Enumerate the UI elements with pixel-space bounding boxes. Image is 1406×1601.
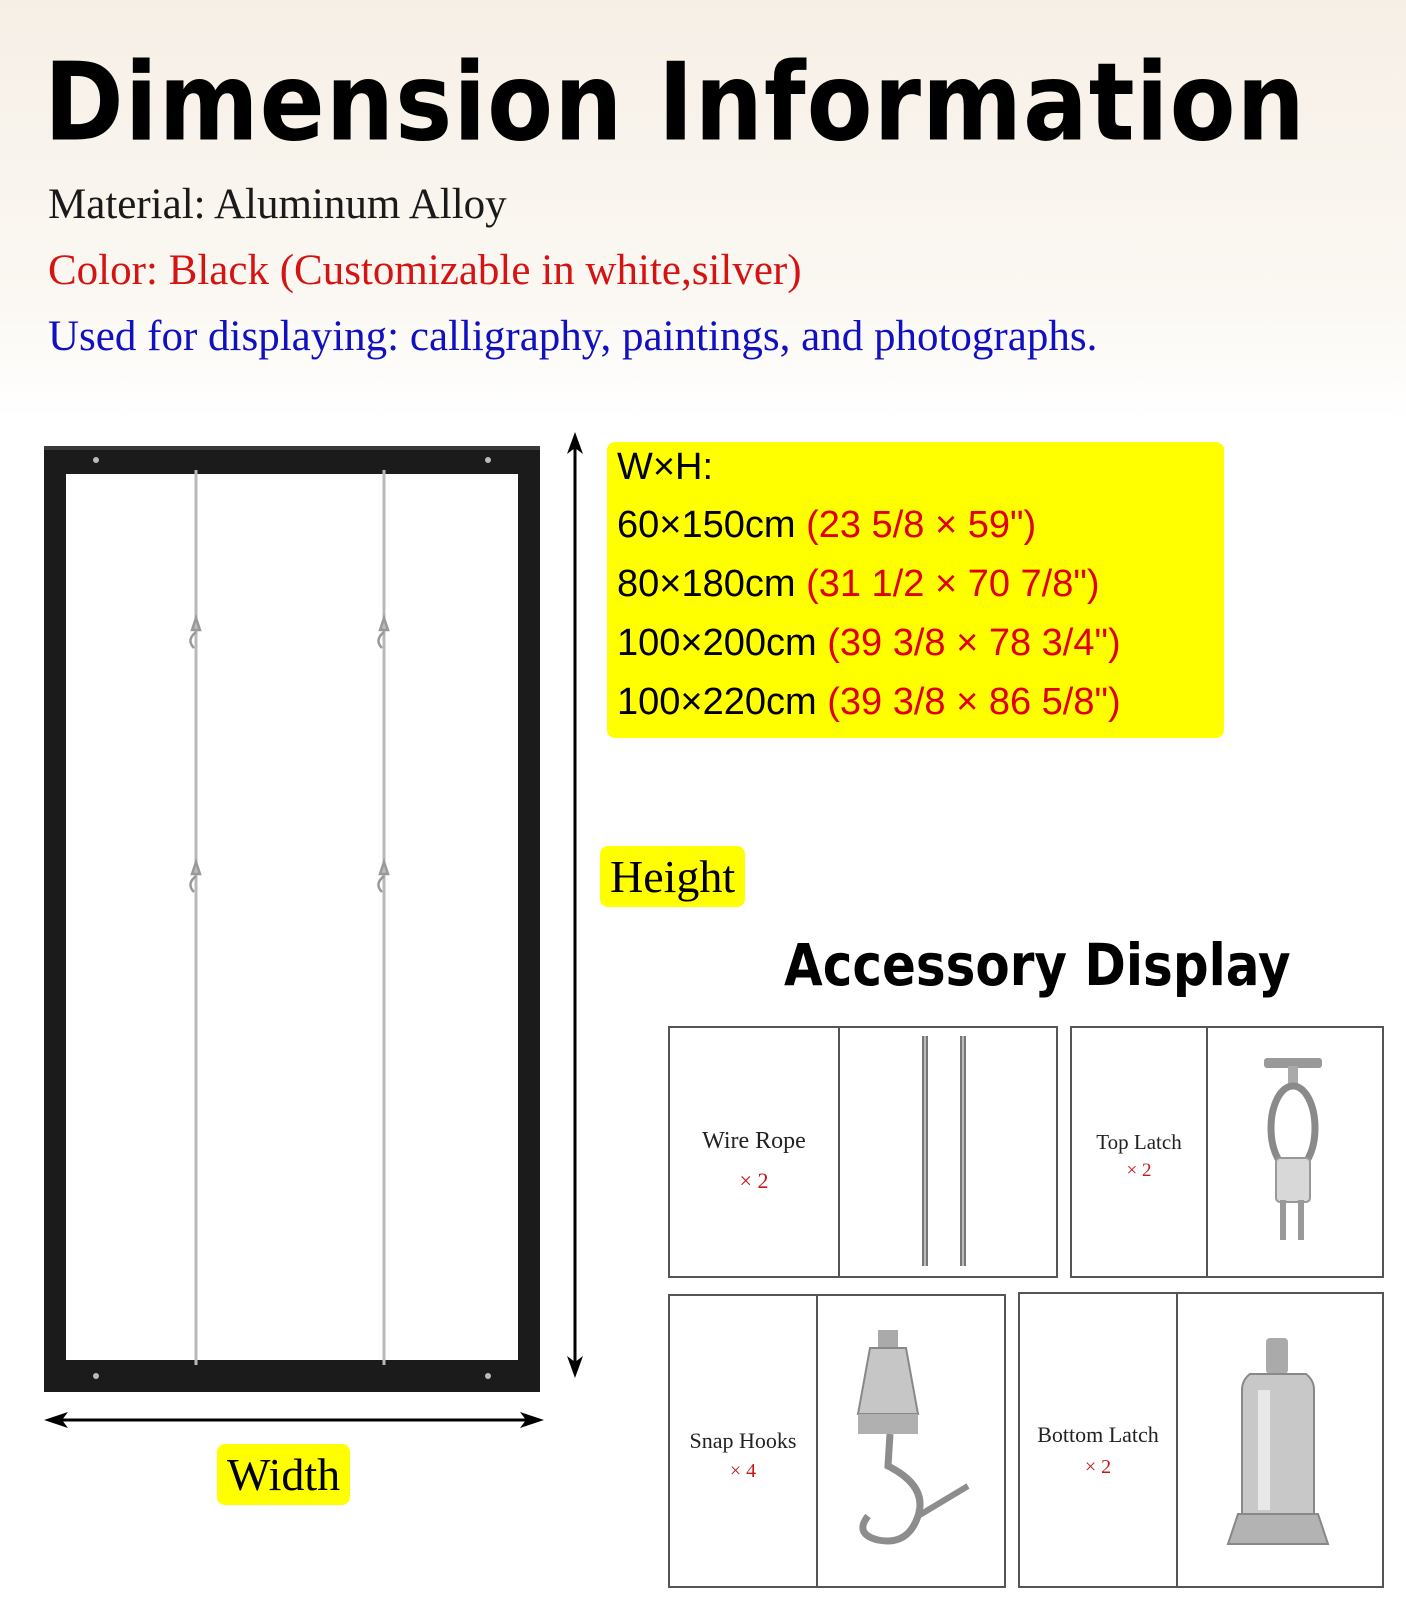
material-text: Material: Aluminum Alloy	[48, 181, 507, 228]
size-metric: 100×220cm	[617, 681, 817, 723]
size-imperial: (23 5/8 × 59")	[806, 504, 1037, 546]
height-arrow	[560, 430, 590, 1380]
black-frame	[44, 446, 540, 1392]
size-metric: 80×180cm	[617, 563, 796, 605]
accessory-name: Snap Hooks	[689, 1428, 797, 1453]
accessory-card-wire-rope	[668, 1026, 1058, 1278]
color-text: Color: Black (Customizable in white,silver)	[48, 247, 802, 294]
size-row	[617, 681, 1121, 724]
accessory-name: Wire Rope	[702, 1128, 806, 1154]
wire-rope-icon	[840, 1028, 1054, 1272]
size-row	[617, 504, 1036, 547]
accessory-card-snap-hooks	[668, 1294, 1006, 1588]
snap-hook-icon	[818, 1296, 1002, 1582]
size-row	[617, 622, 1121, 665]
dimensions-heading: W×H:	[617, 446, 714, 488]
accessory-qty: × 2	[1126, 1160, 1152, 1181]
accessory-qty: × 2	[739, 1168, 769, 1193]
accessory-qty: × 2	[1084, 1456, 1112, 1478]
page-title: Dimension Information	[44, 40, 1306, 166]
frame-illustration	[40, 440, 550, 1400]
accessory-name: Top Latch	[1096, 1130, 1182, 1154]
top-latch-icon	[1208, 1028, 1380, 1272]
usage-text: Used for displaying: calligraphy, paintings, and photographs.	[48, 313, 1098, 360]
bottom-latch-icon	[1178, 1294, 1380, 1582]
width-label: Width	[217, 1444, 350, 1505]
width-arrow	[40, 1405, 550, 1435]
size-imperial: (39 3/8 × 86 5/8")	[827, 681, 1121, 723]
dimensions-box	[607, 442, 1224, 738]
size-row	[617, 563, 1099, 606]
accessory-title: Accessory Display	[784, 932, 1291, 999]
height-label: Height	[600, 846, 745, 907]
size-metric: 100×200cm	[617, 622, 817, 664]
size-metric: 60×150cm	[617, 504, 796, 546]
accessory-card-bottom-latch	[1018, 1292, 1384, 1588]
size-imperial: (39 3/8 × 78 3/4")	[827, 622, 1121, 664]
accessory-name: Bottom Latch	[1037, 1422, 1159, 1447]
size-imperial: (31 1/2 × 70 7/8")	[806, 563, 1100, 605]
accessory-qty: × 4	[729, 1460, 757, 1482]
accessory-card-top-latch	[1070, 1026, 1384, 1278]
